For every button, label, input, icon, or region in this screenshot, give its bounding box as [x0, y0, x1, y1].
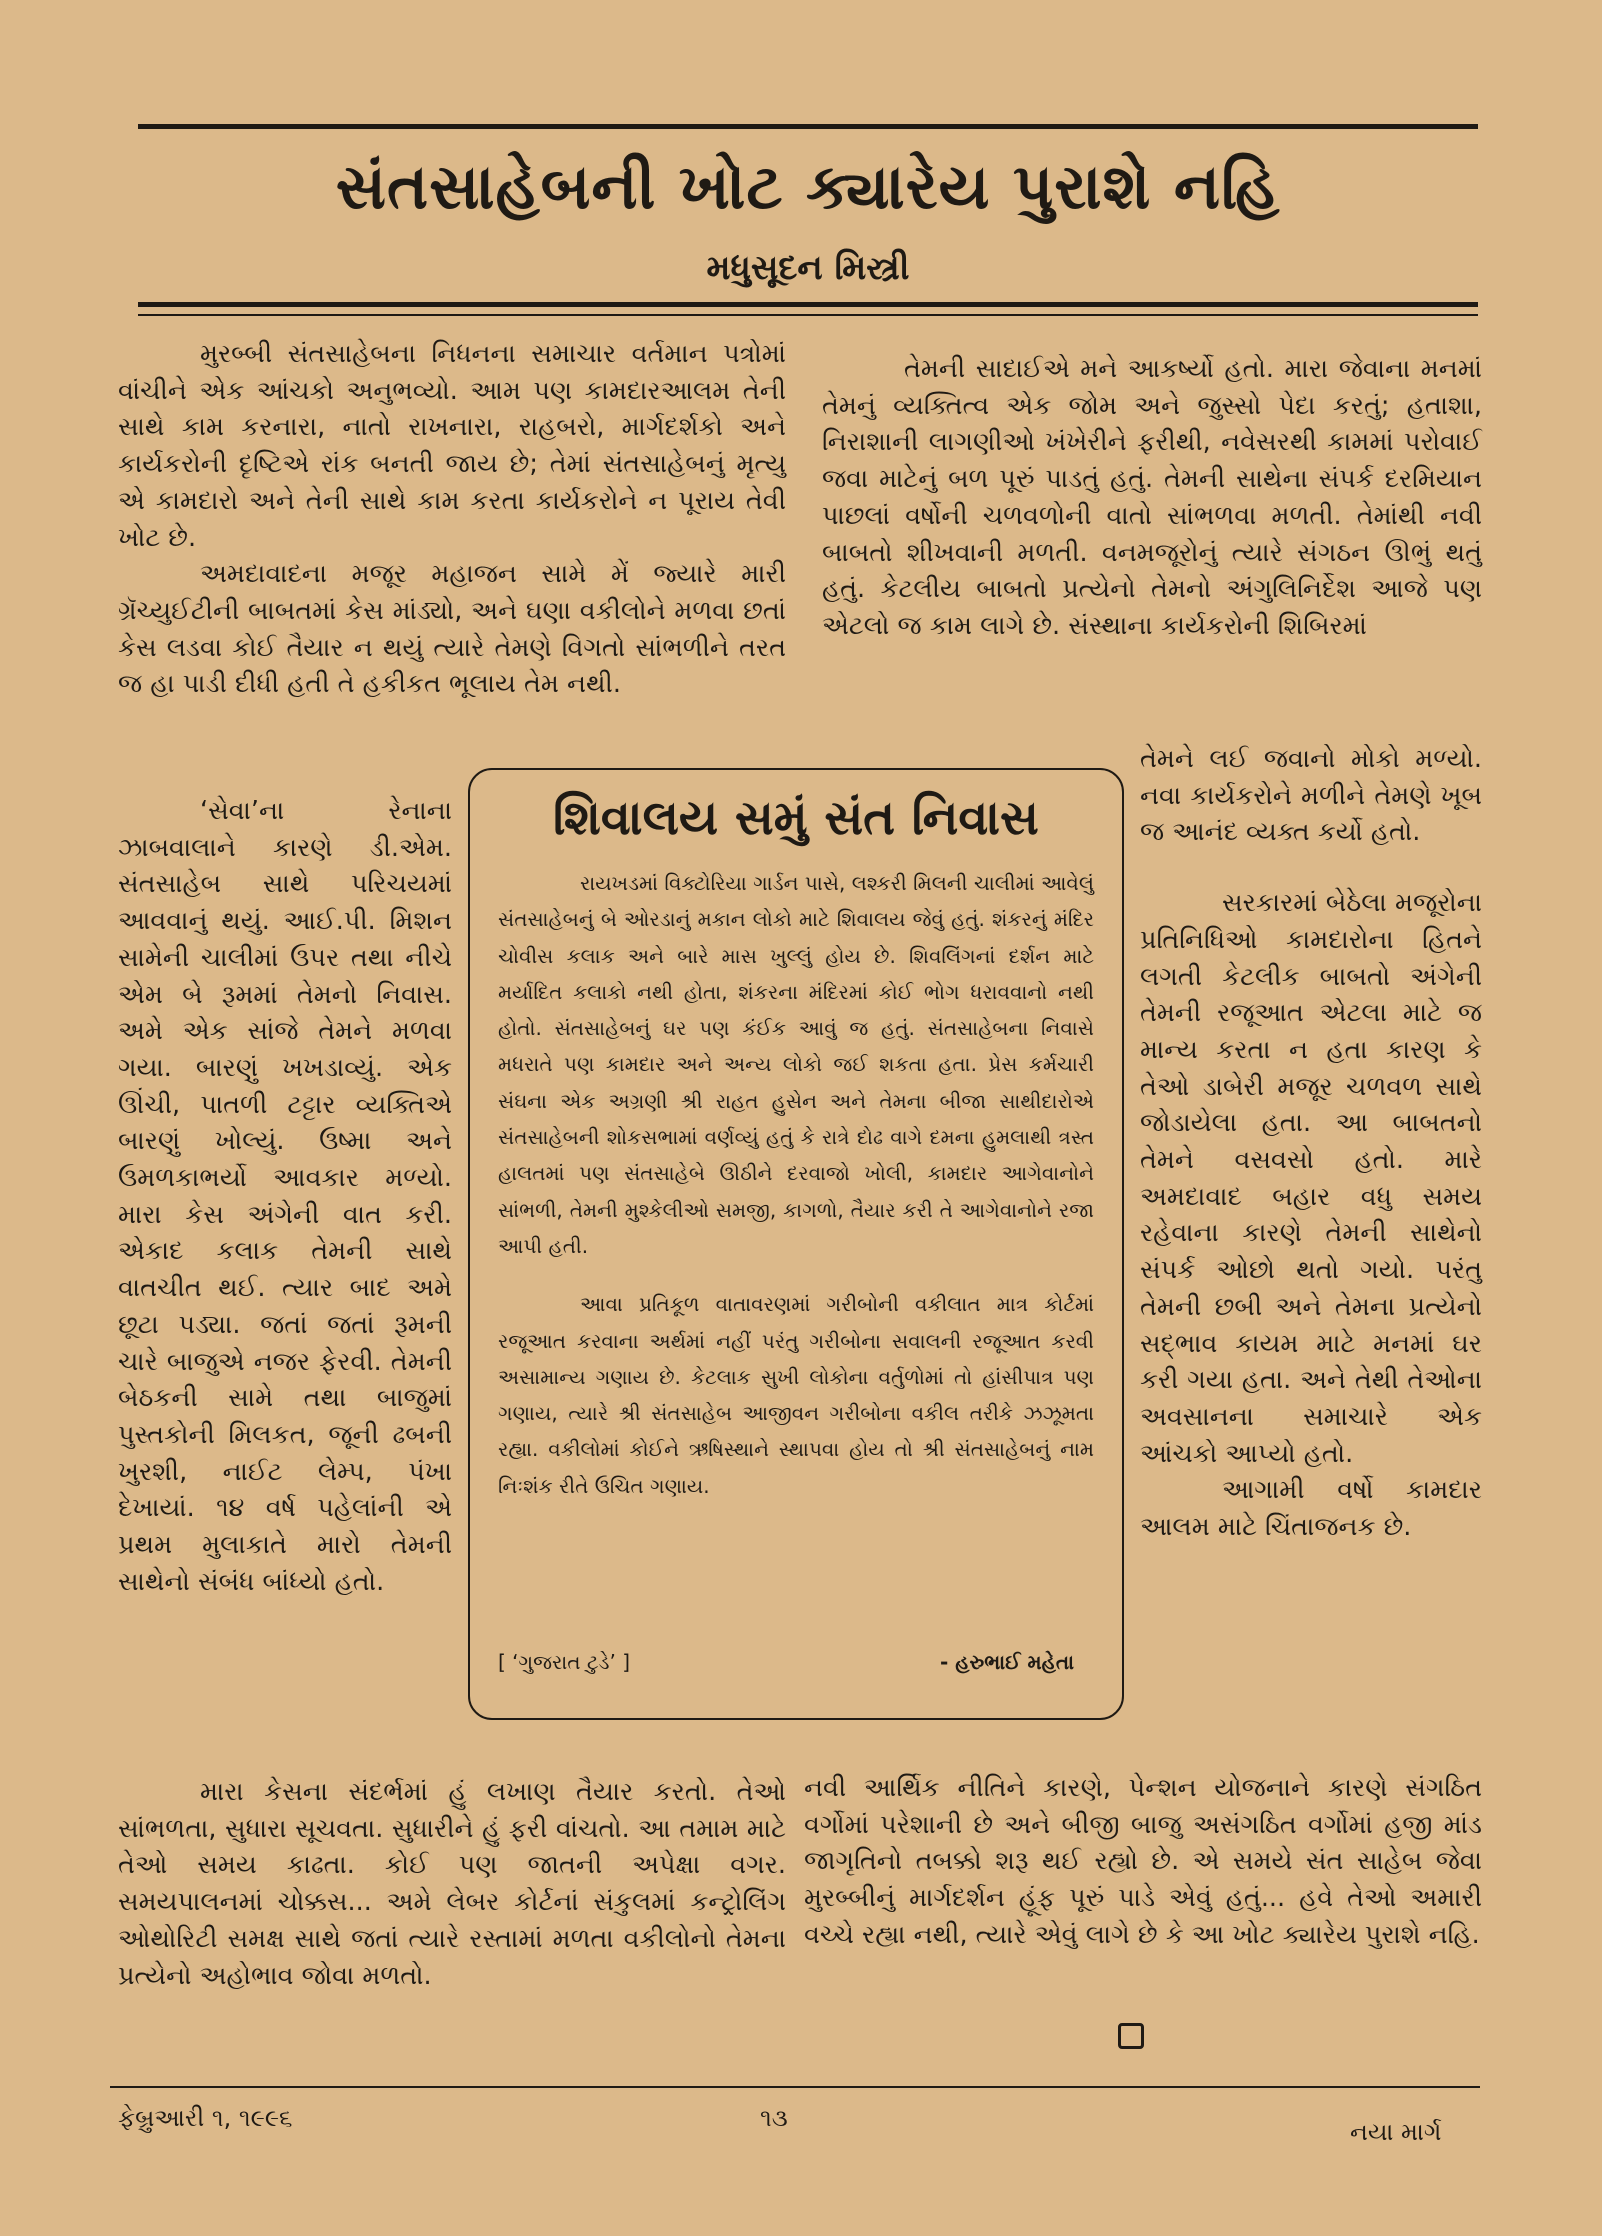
paragraph: આગામી વર્ષો કામદાર આલમ માટે ચિંતાજનક છે. — [1140, 1475, 1482, 1543]
paragraph: મુરબ્બી સંતસાહેબના નિધનના સમાચાર વર્તમાન પત્રોમાં વાંચીને એક આંચકો અનુભવ્યો. આમ પણ કામદારઆલમ તેની સાથે કામ કરનારા, નાતો રાખનારા, રાહબરો, માર્ગદર્શકો અને કાર્યકરોની દૃષ્ટિએ રાંક બનતી જાય છે; તેમાં સંતસાહેબનું મૃત્યુ એ કામદારો અને તેની સાથે કામ કરતા કાર્યકરોને ન પૂરાય તેવી ખોટ છે. — [118, 339, 786, 553]
sidebar-footer — [498, 1650, 1094, 1674]
sidebar-paragraph: આવા પ્રતિકૂળ વાતાવરણમાં ગરીબોની વકીલાત માત્ર કોર્ટમાં રજૂઆત કરવાના અર્થમાં નહીં પરંતુ ગરીબોના સવાલની રજૂઆત કરવી અસામાન્ય ગણાય છે. કેટલાક સુખી લોકોના વર્તુળોમાં તો હાંસીપાત્ર પણ ગણાય, ત્યારે શ્રી સંતસાહેબ આજીવન ગરીબોના વકીલ તરીકે ઝઝૂમતા રહ્યા. વકીલોમાં કોઈને ઋષિસ્થાને સ્થાપવા હોય તો શ્રી સંતસાહેબનું નામ નિઃશંક રીતે ઉચિત ગણાય. — [498, 1292, 1094, 1498]
footer-date: ફેબ્રુઆરી ૧, ૧૯૯૬ — [118, 2104, 293, 2132]
paragraph: ‘સેવા’ના રેનાના ઝાબવાલાને કારણે ડી.એમ. સંતસાહેબ સાથે પરિચયમાં આવવાનું થયું. આઈ.પી. મિશન સામેની ચાલીમાં ઉપર તથા નીચે એમ બે રૂમમાં તેમનો નિવાસ. અમે એક સાંજે તેમને મળવા ગયા. બારણું ખખડાવ્યું. એક ઊંચી, પાતળી ટટ્ટાર વ્યક્તિએ બારણું ખોલ્યું. ઉષ્મા અને ઉમળકાભર્યો આવકાર મળ્યો. મારા કેસ અંગેની વાત કરી. એકાદ કલાક તેમની સાથે વાતચીત થઈ. ત્યાર બાદ અમે છૂટા પડ્યા. જતાં જતાં રૂમની ચારે બાજુએ નજર ફેરવી. તેમની બેઠકની સામે તથા બાજુમાં પુસ્તકોની મિલકત, જૂની ઢબની ખુરશી, નાઈટ લેમ્પ, પંખા દેખાયાં. ૧૪ વર્ષ પહેલાંની એ પ્રથમ મુલાકાતે મારો તેમની સાથેનો સંબંધ બાંધ્યો હતો. — [118, 796, 452, 1597]
sidebar-text — [498, 865, 1094, 1504]
sidebar-credit: - હરુભાઈ મહેતા — [940, 1650, 1074, 1674]
top-rule — [138, 124, 1478, 129]
article-author: મધુસૂદન મિસ્ત્રી — [706, 248, 910, 288]
sidebar-paragraph: રાયખડમાં વિક્ટોરિયા ગાર્ડન પાસે, લશ્કરી મિલની ચાલીમાં આવેલું સંતસાહેબનું બે ઓરડાનું મકાન લોકો માટે શિવાલય જેવું હતું. શંકરનું મંદિર ચોવીસ કલાક અને બારે માસ ખુલ્લું હોય છે. શિવલિંગનાં દર્શન માટે મર્યાદિત કલાકો નથી હોતા, શંકરના મંદિરમાં કોઈ ભોગ ધરાવવાનો નથી હોતો. સંતસાહેબનું ઘર પણ કંઈક આવું જ હતું. સંતસાહેબના નિવાસે મધરાતે પણ કામદાર અને અન્ય લોકો જઈ શકતા હતા. પ્રેસ કર્મચારી સંઘના એક અગ્રણી શ્રી રાહત હુસેન અને તેમના બીજા સાથીદારોએ સંતસાહેબની શોકસભામાં વર્ણવ્યું હતું કે રાત્રે દોઢ વાગે દમના હુમલાથી ત્રસ્ત હાલતમાં પણ સંતસાહેબે ઊઠીને દરવાજો ખોલી, કામદાર આગેવાનોને સાંભળી, તેમની મુશ્કેલીઓ સમજી, કાગળો, તૈયાર કરી તે આગેવાનોને રજા આપી હતી. — [498, 871, 1094, 1258]
col1-narrow-text — [118, 793, 452, 1600]
col1-top-text — [118, 336, 786, 703]
sidebar-box — [468, 768, 1124, 1720]
col2-bottom-text — [804, 1770, 1482, 1954]
title-rule-thick — [138, 302, 1478, 307]
article-title: સંતસાહેબની ખોટ ક્યારેય પુરાશે નહિ — [335, 150, 1281, 223]
paragraph: મારા કેસના સંદર્ભમાં હું લખાણ તૈયાર કરતો. તેઓ સાંભળતા, સુધારા સૂચવતા. સુધારીને હું ફરી વાંચતો. આ તમામ માટે તેઓ સમય કાઢતા. કોઈ પણ જાતની અપેક્ષા વગર. સમયપાલનમાં ચોક્કસ... અમે લેબર કોર્ટનાં સંકુલમાં કન્ટ્રોલિંગ ઓથોરિટી સમક્ષ સાથે જતાં ત્યારે રસ્તામાં મળતા વકીલોનો તેમના પ્રત્યેનો અહોભાવ જોવા મળતો. — [118, 1777, 786, 1991]
footer-rule — [110, 2086, 1480, 2088]
title-rule-thin — [138, 314, 1478, 316]
footer-publication: નયા માર્ગ — [1350, 2118, 1442, 2146]
col1-bottom-text — [118, 1774, 786, 1994]
paragraph: અમદાવાદના મજૂર મહાજન સામે મેં જ્યારે મારી ગ્રૅચ્યુઈટીની બાબતમાં કેસ માંડ્યો, અને ઘણા વકીલોને મળવા છતાં કેસ લડવા કોઈ તૈયાર ન થયું ત્યારે તેમણે વિગતો સાંભળીને તરત જ હા પાડી દીધી હતી તે હકીકત ભૂલાય તેમ નથી. — [118, 559, 786, 700]
paragraph: તેમની સાદાઈએ મને આકર્ષ્યો હતો. મારા જેવાના મનમાં તેમનું વ્યક્તિત્વ એક જોમ અને જુસ્સો પેદા કરતું; હતાશા, નિરાશાની લાગણીઓ ખંખેરીને ફરીથી, નવેસરથી કામમાં પરોવાઈ જવા માટેનું બળ પૂરું પાડતું હતું. તેમની સાથેના સંપર્ક દરમિયાન પાછલાં વર્ષોની ચળવળોની વાતો સાંભળવા મળતી. તેમાંથી નવી બાબતો શીખવાની મળતી. વનમજૂરોનું ત્યારે સંગઠન ઊભું થતું હતું. કેટલીય બાબતો પ્રત્યેનો તેમનો અંગુલિનિર્દેશ આજે પણ એટલો જ કામ લાગે છે. સંસ્થાના કાર્યકરોની શિબિરમાં — [822, 354, 1482, 641]
paragraph: નવી આર્થિક નીતિને કારણે, પેન્શન યોજનાને કારણે સંગઠિત વર્ગોમાં પરેશાની છે અને બીજી બાજુ અસંગઠિત વર્ગોમાં હજી માંડ જાગૃતિનો તબક્કો શરૂ થઈ રહ્યો છે. એ સમયે સંત સાહેબ જેવા મુરબ્બીનું માર્ગદર્શન હૂંફ પૂરું પાડે એવું હતું... હવે તેઓ અમારી વચ્ચે રહ્યા નથી, ત્યારે એવું લાગે છે કે આ ખોટ ક્યારેય પુરાશે નહિ. — [804, 1773, 1482, 1950]
col2-narrow-text — [1140, 741, 1482, 1546]
sidebar-title: શિવાલય સમું સંત નિવાસ — [553, 790, 1039, 846]
sidebar-source: [ ‘ગુજરાત ટુડે’ ] — [498, 1650, 631, 1674]
paragraph: તેમને લઈ જવાનો મોકો મળ્યો. નવા કાર્યકરોને મળીને તેમણે ખૂબ જ આનંદ વ્યક્ત કર્યો હતો. — [1140, 744, 1482, 848]
end-mark-icon — [1118, 2023, 1144, 2049]
col2-top-text — [822, 351, 1482, 645]
footer-page-number: ૧૩ — [760, 2104, 788, 2132]
paragraph: સરકારમાં બેઠેલા મજૂરોના પ્રતિનિધિઓ કામદારોના હિતને લગતી કેટલીક બાબતો અંગેની તેમની રજૂઆત એટલા માટે જ માન્ય કરતા ન હતા કારણ કે તેઓ ડાબેરી મજૂર ચળવળ સાથે જોડાયેલા હતા. આ બાબતનો તેમને વસવસો હતો. મારે અમદાવાદ બહાર વધુ સમય રહેવાના કારણે તેમની સાથેનો સંપર્ક ઓછો થતો ગયો. પરંતુ તેમની છબી અને તેમના પ્રત્યેનો સદ્ભાવ કાયમ માટે મનમાં ઘર કરી ગયા હતા. અને તેથી તેઓના અવસાનના સમાચારે એક આંચકો આપ્યો હતો. — [1140, 888, 1482, 1469]
